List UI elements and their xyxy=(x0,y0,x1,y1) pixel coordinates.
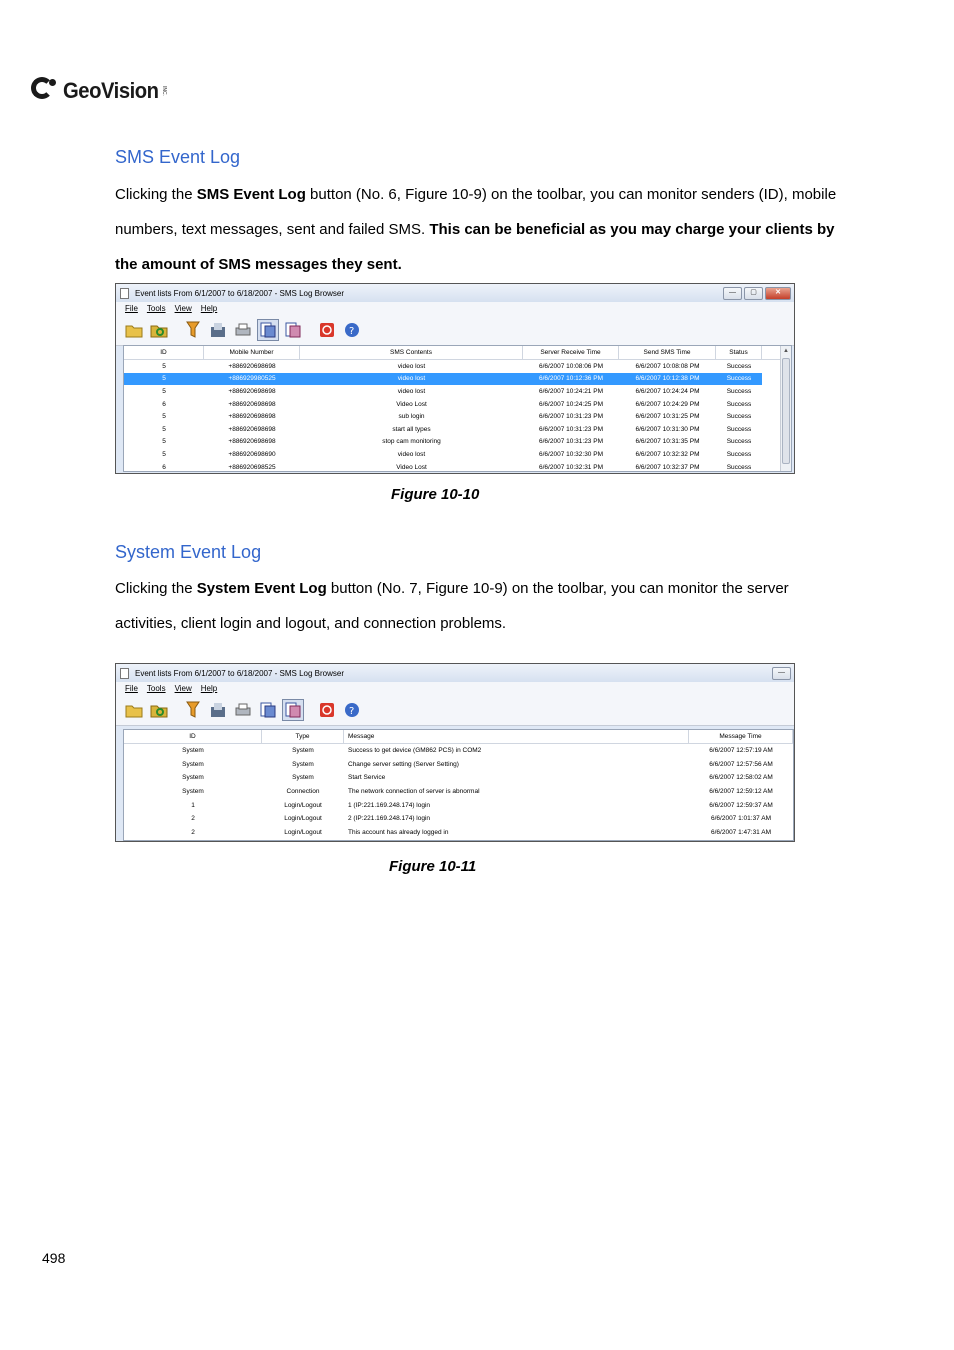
table-cell: 6/6/2007 10:31:23 PM xyxy=(539,438,603,446)
table-cell: Success xyxy=(726,362,752,370)
save-icon[interactable] xyxy=(207,699,229,721)
table-cell: 6/6/2007 10:31:30 PM xyxy=(635,425,700,433)
table-cell: 6/6/2007 10:31:35 PM xyxy=(635,438,700,446)
table-row[interactable] xyxy=(124,410,762,423)
table-cell: 6/6/2007 1:47:31 AM xyxy=(711,828,771,836)
table-cell: +886920698698 xyxy=(228,425,276,433)
table-cell: 5 xyxy=(162,438,166,446)
maximize-button[interactable]: ▢ xyxy=(744,287,763,300)
figure-caption-10-10: Figure 10-10 xyxy=(391,486,480,503)
system-event-log-heading: System Event Log xyxy=(115,542,262,562)
sms-event-log-icon[interactable] xyxy=(257,699,279,721)
scroll-up-icon[interactable]: ▲ xyxy=(783,348,789,354)
table-cell: 6/6/2007 10:24:21 PM xyxy=(539,387,603,395)
sms-log-window xyxy=(115,283,795,474)
table-cell: video lost xyxy=(397,450,426,458)
menu-file[interactable]: File xyxy=(125,684,138,693)
system-paragraph: Clicking the System Event Log button (No. 7, Figure 10-9) on the toolbar, you can monitor the server activities, client login and logout, and connection problems. xyxy=(115,580,789,632)
table-cell: 6/6/2007 10:32:30 PM xyxy=(539,450,603,458)
table-cell: Success xyxy=(726,400,752,408)
toolbar xyxy=(116,315,794,346)
window-title: Event lists From 6/1/2007 to 6/18/2007 - SMS Log Browser xyxy=(135,288,344,298)
print-icon[interactable] xyxy=(232,319,254,341)
table-cell: Connection xyxy=(286,788,320,796)
sms-paragraph: Clicking the SMS Event Log button (No. 6, Figure 10-9) on the toolbar, you can monitor senders (ID), mobile numbers, text messages, sent and failed SMS. This can be beneficial as you may charge your clients by the amount of SMS messages they sent. xyxy=(115,186,837,273)
filter-icon[interactable] xyxy=(182,699,204,721)
table-cell: 6/6/2007 10:32:31 PM xyxy=(539,463,603,471)
help-icon[interactable] xyxy=(341,319,363,341)
table-cell: Success xyxy=(726,387,752,395)
table-cell: 6/6/2007 12:58:02 AM xyxy=(709,774,773,782)
table-cell: video lost xyxy=(397,387,426,395)
open-folder-icon[interactable] xyxy=(123,699,145,721)
toolbar xyxy=(116,695,794,726)
table-row[interactable] xyxy=(124,360,762,373)
table-cell: 6/6/2007 10:08:08 PM xyxy=(635,362,700,370)
table-cell: System xyxy=(292,760,314,768)
table-cell: sub login xyxy=(398,413,425,421)
table-cell: Success to get device (GM862 PCS) in COM2 xyxy=(348,747,482,755)
table-row[interactable] xyxy=(124,436,762,449)
table-cell: 6/6/2007 10:32:37 PM xyxy=(635,463,700,471)
logo-sub: INC. xyxy=(160,86,167,96)
table-cell: Login/Logout xyxy=(284,828,322,836)
column-header[interactable]: ID xyxy=(124,730,262,743)
table-cell: Success xyxy=(726,438,752,446)
system-log-window xyxy=(115,663,795,842)
column-header[interactable]: Type xyxy=(262,730,344,743)
column-header[interactable]: SMS Contents xyxy=(300,346,523,359)
open-folder-icon[interactable] xyxy=(123,319,145,341)
vertical-scrollbar[interactable] xyxy=(780,346,791,471)
power-icon[interactable] xyxy=(316,699,338,721)
menu-file[interactable]: File xyxy=(125,304,138,313)
table-cell: 6/6/2007 10:12:36 PM xyxy=(539,375,603,383)
table-cell: 6/6/2007 12:59:12 AM xyxy=(709,788,773,796)
table-row[interactable] xyxy=(124,812,793,826)
table-cell: +886920698698 xyxy=(228,387,276,395)
table-cell: System xyxy=(292,747,314,755)
geovision-logo xyxy=(31,73,167,109)
menu-view[interactable]: View xyxy=(174,304,192,313)
scroll-thumb[interactable] xyxy=(782,358,790,464)
app-icon xyxy=(120,668,129,679)
table-cell: 6/6/2007 12:57:56 AM xyxy=(709,760,773,768)
sms-event-log-heading: SMS Event Log xyxy=(115,147,241,167)
page-number: 498 xyxy=(42,1250,66,1266)
table-cell: 6/6/2007 10:24:25 PM xyxy=(539,400,603,408)
table-row[interactable] xyxy=(124,744,793,758)
table-body xyxy=(124,360,791,472)
column-header[interactable]: Send SMS Time xyxy=(619,346,716,359)
table-cell: +886920698690 xyxy=(228,450,276,458)
table-row[interactable] xyxy=(124,758,793,772)
menubar xyxy=(116,302,794,315)
table-cell: Success xyxy=(726,413,752,421)
table-cell: 6/6/2007 10:31:23 PM xyxy=(539,425,603,433)
table-row[interactable] xyxy=(124,826,793,840)
window-titlebar xyxy=(116,284,794,302)
system-log-table xyxy=(123,729,794,841)
filter-icon[interactable] xyxy=(182,319,204,341)
table-row[interactable] xyxy=(124,461,762,472)
table-row[interactable] xyxy=(124,385,762,398)
table-cell: 6/6/2007 10:31:23 PM xyxy=(539,413,603,421)
table-cell: 6 xyxy=(162,463,166,471)
table-cell: 5 xyxy=(162,387,166,395)
table-cell: +886920698525 xyxy=(228,463,276,471)
table-row[interactable] xyxy=(124,785,793,799)
system-event-log-icon[interactable] xyxy=(282,319,304,341)
save-icon[interactable] xyxy=(207,319,229,341)
table-cell: System xyxy=(182,760,204,768)
table-cell: 6/6/2007 1:01:37 AM xyxy=(711,815,771,823)
table-cell: System xyxy=(182,747,204,755)
figure-caption-10-11: Figure 10-11 xyxy=(389,858,477,875)
svg-text:?: ? xyxy=(349,706,355,717)
table-cell: start all types xyxy=(392,425,431,433)
table-cell: 5 xyxy=(162,362,166,370)
menu-tools[interactable]: Tools xyxy=(146,304,166,313)
table-cell: 2 (IP:221.169.248.174) login xyxy=(348,815,431,823)
table-cell: This account has already logged in xyxy=(348,828,449,836)
table-cell: 1 xyxy=(191,801,195,809)
menu-help[interactable]: Help xyxy=(200,684,218,693)
table-cell: Change server setting (Server Setting) xyxy=(348,760,459,768)
table-cell: 1 (IP:221.169.248.174) login xyxy=(348,801,431,809)
table-header xyxy=(124,730,793,744)
table-cell: +886920698698 xyxy=(228,438,276,446)
column-header[interactable]: Message xyxy=(344,730,689,743)
sms-event-log-icon[interactable] xyxy=(257,319,279,341)
table-row[interactable] xyxy=(124,771,793,785)
table-cell: Success xyxy=(726,425,752,433)
table-cell: 6 xyxy=(162,400,166,408)
table-cell: System xyxy=(182,774,204,782)
table-cell: 5 xyxy=(162,413,166,421)
help-icon[interactable] xyxy=(341,699,363,721)
column-header[interactable]: Mobile Number xyxy=(204,346,300,359)
print-icon[interactable] xyxy=(232,699,254,721)
table-header xyxy=(124,346,781,360)
table-cell: Video Lost xyxy=(396,463,427,471)
table-cell: 6/6/2007 12:59:37 AM xyxy=(709,801,773,809)
table-cell: Success xyxy=(726,375,752,383)
table-cell: Success xyxy=(726,450,752,458)
minimize-button[interactable]: — xyxy=(723,287,742,300)
refresh-folder-icon[interactable] xyxy=(148,699,170,721)
table-cell: +886920698698 xyxy=(228,362,276,370)
table-cell: 2 xyxy=(191,815,195,823)
column-header[interactable]: Message Time xyxy=(689,730,793,743)
table-cell: 6/6/2007 10:24:29 PM xyxy=(635,400,700,408)
window-titlebar xyxy=(116,664,794,682)
table-cell: 5 xyxy=(162,425,166,433)
table-cell: 5 xyxy=(162,375,166,383)
app-icon xyxy=(120,288,129,299)
table-cell: 6/6/2007 10:31:25 PM xyxy=(635,413,700,421)
table-cell: 6/6/2007 12:57:19 AM xyxy=(709,747,773,755)
table-body xyxy=(124,744,793,839)
table-row[interactable] xyxy=(124,373,762,386)
table-cell: 6/6/2007 10:24:24 PM xyxy=(635,387,700,395)
table-cell: Video Lost xyxy=(396,400,427,408)
menu-tools[interactable]: Tools xyxy=(146,684,166,693)
column-header[interactable]: Status xyxy=(716,346,762,359)
window-title: Event lists From 6/1/2007 to 6/18/2007 - SMS Log Browser xyxy=(135,668,344,678)
table-cell: System xyxy=(292,774,314,782)
table-cell: stop cam monitoring xyxy=(382,438,441,446)
power-icon[interactable] xyxy=(316,319,338,341)
table-cell: Success xyxy=(726,463,752,471)
table-cell: Login/Logout xyxy=(284,815,322,823)
table-cell: video lost xyxy=(397,362,426,370)
column-header[interactable]: ID xyxy=(124,346,204,359)
table-row[interactable] xyxy=(124,448,762,461)
table-cell: System xyxy=(182,788,204,796)
sms-log-table xyxy=(123,345,792,472)
column-header[interactable]: Server Receive Time xyxy=(523,346,619,359)
table-cell: 6/6/2007 10:08:06 PM xyxy=(539,362,603,370)
table-cell: Start Service xyxy=(348,774,386,782)
table-cell: video lost xyxy=(397,375,426,383)
table-cell: +886920698698 xyxy=(228,413,276,421)
refresh-folder-icon[interactable] xyxy=(148,319,170,341)
table-cell: The network connection of server is abnormal xyxy=(348,788,480,796)
logo-mark-icon xyxy=(31,76,61,106)
table-cell: 2 xyxy=(191,828,195,836)
minimize-button[interactable]: — xyxy=(772,667,791,680)
table-row[interactable] xyxy=(124,798,793,812)
table-cell: +886920698698 xyxy=(228,400,276,408)
table-cell: +886929980525 xyxy=(228,375,276,383)
table-row[interactable] xyxy=(124,398,762,411)
table-cell: 6/6/2007 10:32:32 PM xyxy=(635,450,700,458)
table-row[interactable] xyxy=(124,423,762,436)
system-event-log-icon[interactable] xyxy=(282,699,304,721)
table-cell: Login/Logout xyxy=(284,801,322,809)
table-cell: 5 xyxy=(162,450,166,458)
table-cell: 6/6/2007 10:12:38 PM xyxy=(635,375,700,383)
close-button[interactable]: ✕ xyxy=(765,287,791,300)
menu-help[interactable]: Help xyxy=(200,304,218,313)
svg-text:?: ? xyxy=(349,326,355,337)
menubar xyxy=(116,682,794,695)
menu-view[interactable]: View xyxy=(174,684,192,693)
logo-text: GeoVision xyxy=(63,78,159,103)
